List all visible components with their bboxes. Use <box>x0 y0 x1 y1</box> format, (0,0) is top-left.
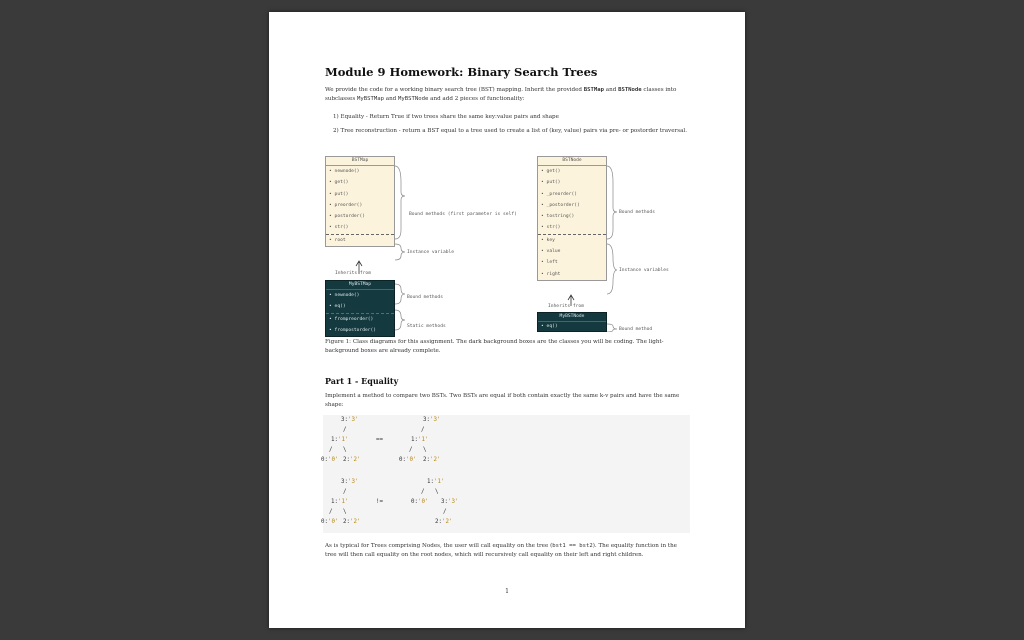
tree-edge: / <box>343 427 347 433</box>
tree-node: 3:'3' <box>341 417 359 423</box>
tree-edge: / \ <box>409 447 427 453</box>
bstnode-inherits-label: Inherits from <box>548 304 584 309</box>
tree-node: 1:'1' <box>411 437 429 443</box>
tree-edge: / \ <box>329 447 347 453</box>
intro-paragraph: We provide the code for a working binary search tree (BST) mapping. Inherit the provided BSTMap and BSTNode classes into subclasses MyBSTMap and MyBSTNode and add 2 pieces of functionality: <box>325 87 677 102</box>
tree-node: 1:'1' <box>331 437 349 443</box>
bstnode-var: • left <box>541 260 558 266</box>
bstnode-var: • right <box>541 271 561 277</box>
bstmap-method: • str() <box>329 225 349 231</box>
tree-node: 2:'2' <box>343 519 361 525</box>
tree-edge: / <box>421 427 425 433</box>
bstmap-method: • newnode() <box>329 169 360 174</box>
figure-caption: Figure 1: Class diagrams for this assignment. The dark background boxes are the classes you will be coding. The light-background boxes are already complete. <box>325 339 664 354</box>
bstnode-var: • value <box>541 249 561 255</box>
bstmap-title: BSTMap <box>326 157 394 166</box>
bstmap-method: • postorder() <box>329 214 365 220</box>
tree-node: 0:'0' <box>321 519 339 525</box>
bstnode-method: • get() <box>541 169 561 174</box>
section-title: Part 1 - Equality <box>325 376 399 386</box>
not-equals-operator: != <box>376 499 383 505</box>
mybstmap-method: • eq() <box>329 304 346 310</box>
mybstmap-title: MyBSTMap <box>326 281 394 290</box>
bstmap-method: • preorder() <box>329 202 363 208</box>
tree-node: 1:'1' <box>427 479 445 485</box>
bstnode-method: • tostring() <box>541 214 575 220</box>
tree-node: 2:'2' <box>343 457 361 463</box>
bstmap-method: • put() <box>329 191 349 197</box>
mybstnode-box <box>537 312 607 332</box>
mybstmap-static-note: Static methods <box>407 324 446 329</box>
bstnode-method: • str() <box>541 225 561 231</box>
class-diagram <box>319 154 699 332</box>
bstmap-method: • get() <box>329 180 349 186</box>
code-block <box>323 415 690 533</box>
mybstmap-method: • newnode() <box>329 293 360 298</box>
bstnode-var: • key <box>538 234 606 246</box>
tree-node: 0:'0' <box>411 499 429 505</box>
bstnode-methods-note: Bound methods <box>619 210 655 215</box>
mybstmap-static-method: • frompreorder() <box>326 313 394 325</box>
mybstnode-note: Bound method <box>619 327 653 332</box>
bstnode-method: • _postorder() <box>541 202 580 208</box>
tree-edge: / \ <box>329 509 347 515</box>
bstnode-vars-note: Instance variables <box>619 268 669 273</box>
tree-node: 1:'1' <box>331 499 349 505</box>
list-item-reconstruction: 2) Tree reconstruction - return a BST equal to a tree used to create a list of (key, value) pairs via pre- or postorder traversal. <box>333 128 687 134</box>
mybstmap-static-method: • frompostorder() <box>329 327 377 333</box>
document-title: Module 9 Homework: Binary Search Trees <box>325 65 598 79</box>
tree-edge: / <box>343 489 347 495</box>
page-number: 1 <box>505 588 509 595</box>
mybstnode-title: MyBSTNode <box>538 313 606 322</box>
list-item-equality: 1) Equality - Return True if two trees share the same key:value pairs and shape <box>333 114 559 120</box>
tree-node: 3:'3' <box>341 479 359 485</box>
equals-operator: == <box>376 437 383 443</box>
bstnode-box <box>537 156 607 281</box>
mybstmap-bound-note: Bound methods <box>407 295 443 300</box>
tree-node: 3:'3' <box>423 417 441 423</box>
tree-node: 3:'3' <box>441 499 459 505</box>
equality-explanation: As is typical for Trees comprising Nodes, the user will call equality on the tree (bst1 == bst2). The equality function in the tree will then call equality on the root nodes, which will recursively call equality on their left and right children. <box>325 543 677 558</box>
mybstmap-box <box>325 280 395 337</box>
tree-edge: / <box>443 509 447 515</box>
bstnode-title: BSTNode <box>538 157 606 166</box>
bstnode-method: • put() <box>541 180 561 186</box>
section-intro: Implement a method to compare two BSTs. Two BSTs are equal if both contain exactly the same k-v pairs and have the same shape: <box>325 393 680 408</box>
bstnode-method: • _preorder() <box>541 191 577 197</box>
bstmap-var: • root <box>326 234 394 246</box>
tree-node: 2:'2' <box>435 519 453 525</box>
tree-node: 0:'0' <box>321 457 339 463</box>
tree-edge: / \ <box>421 489 439 495</box>
mybstnode-method: • eq() <box>541 324 558 329</box>
tree-node: 0:'0' <box>399 457 417 463</box>
bstmap-methods-note: Bound methods (first parameter is self) <box>409 212 517 217</box>
tree-node: 2:'2' <box>423 457 441 463</box>
bstmap-inherits-label: Inherits from <box>335 271 371 276</box>
document-page <box>269 12 745 628</box>
bstmap-vars-note: Instance variable <box>407 250 455 255</box>
